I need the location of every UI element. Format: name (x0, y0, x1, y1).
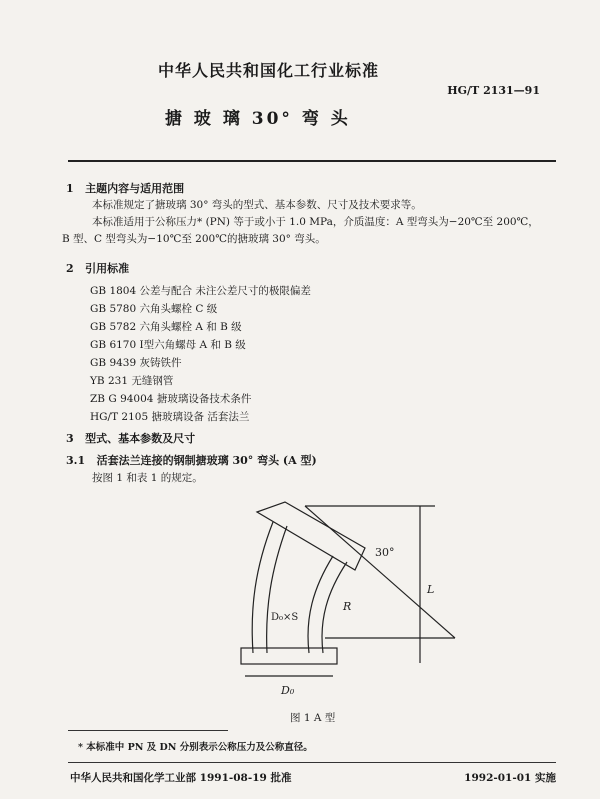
reference-item: HG/T 2105 搪玻璃设备 活套法兰 (90, 411, 250, 423)
footnote: * 本标准中 PN 及 DN 分别表示公称压力及公称直径。 (78, 742, 313, 753)
radius-line (305, 506, 455, 638)
reference-item: ZB G 94004 搪玻璃设备技术条件 (90, 393, 252, 405)
reference-item: GB 5782 六角头螺栓 A 和 B 级 (90, 321, 242, 333)
section-title: 主题内容与适用范围 (85, 182, 185, 195)
reference-item: YB 231 无缝钢管 (90, 375, 174, 387)
issuing-organization: 中华人民共和国化工行业标准 (158, 61, 380, 80)
page-title: 搪 玻 璃 30° 弯 头 (165, 109, 351, 129)
section-1-heading (66, 180, 184, 196)
section-number: 3.1 (66, 454, 86, 467)
angle-label: 30° (375, 546, 395, 559)
section-number: 3 (66, 432, 74, 445)
section-title: 型式、基本参数及尺寸 (85, 432, 196, 445)
section-number: 1 (66, 182, 74, 195)
reference-item: GB 5780 六角头螺栓 C 级 (90, 303, 218, 315)
section-3-1-paragraph: 按图 1 和表 1 的规定。 (92, 472, 203, 484)
section-number: 2 (66, 262, 74, 275)
standard-code: HG/T 2131—91 (447, 84, 540, 97)
section-1-paragraph-2b: B 型、C 型弯头为−10℃至 200℃的搪玻璃 30° 弯头。 (62, 233, 326, 245)
footnote-divider (68, 730, 228, 731)
section-3-heading (66, 430, 195, 446)
section-3-1-heading (66, 452, 317, 468)
radius-label: R (343, 600, 352, 613)
reference-item: GB 6170 Ⅰ型六角螺母 A 和 B 级 (90, 339, 246, 351)
header-divider (68, 160, 556, 162)
section-1-paragraph-1: 本标准规定了搪玻璃 30° 弯头的型式、基本参数、尺寸及技术要求等。 (92, 199, 422, 211)
section-title: 活套法兰连接的钢制搪玻璃 30° 弯头 (A 型) (96, 454, 317, 467)
reference-item: GB 9439 灰铸铁件 (90, 357, 182, 369)
elbow-outer-wall (252, 522, 273, 653)
footer-divider (68, 762, 556, 763)
pipe-size-label: D₀×S (271, 612, 299, 623)
length-label: L (427, 583, 435, 596)
section-2-heading (66, 260, 129, 276)
top-flange (257, 502, 365, 570)
implementation-date: 1992-01-01 实施 (464, 772, 556, 784)
dn-label: D₀ (281, 684, 295, 697)
elbow-outer-lining (267, 526, 287, 653)
figure-caption: 图 1 A 型 (290, 712, 336, 724)
section-1-paragraph-2a: 本标准适用于公称压力* (PN) 等于或小于 1.0 MPa，介质温度：A 型弯头为−20℃至 200℃， (92, 216, 539, 228)
approval-line: 中华人民共和国化学工业部 1991-08-19 批准 (70, 772, 292, 784)
section-title: 引用标准 (85, 262, 130, 275)
elbow-figure (205, 498, 465, 703)
reference-item: GB 1804 公差与配合 未注公差尺寸的极限偏差 (90, 285, 311, 297)
